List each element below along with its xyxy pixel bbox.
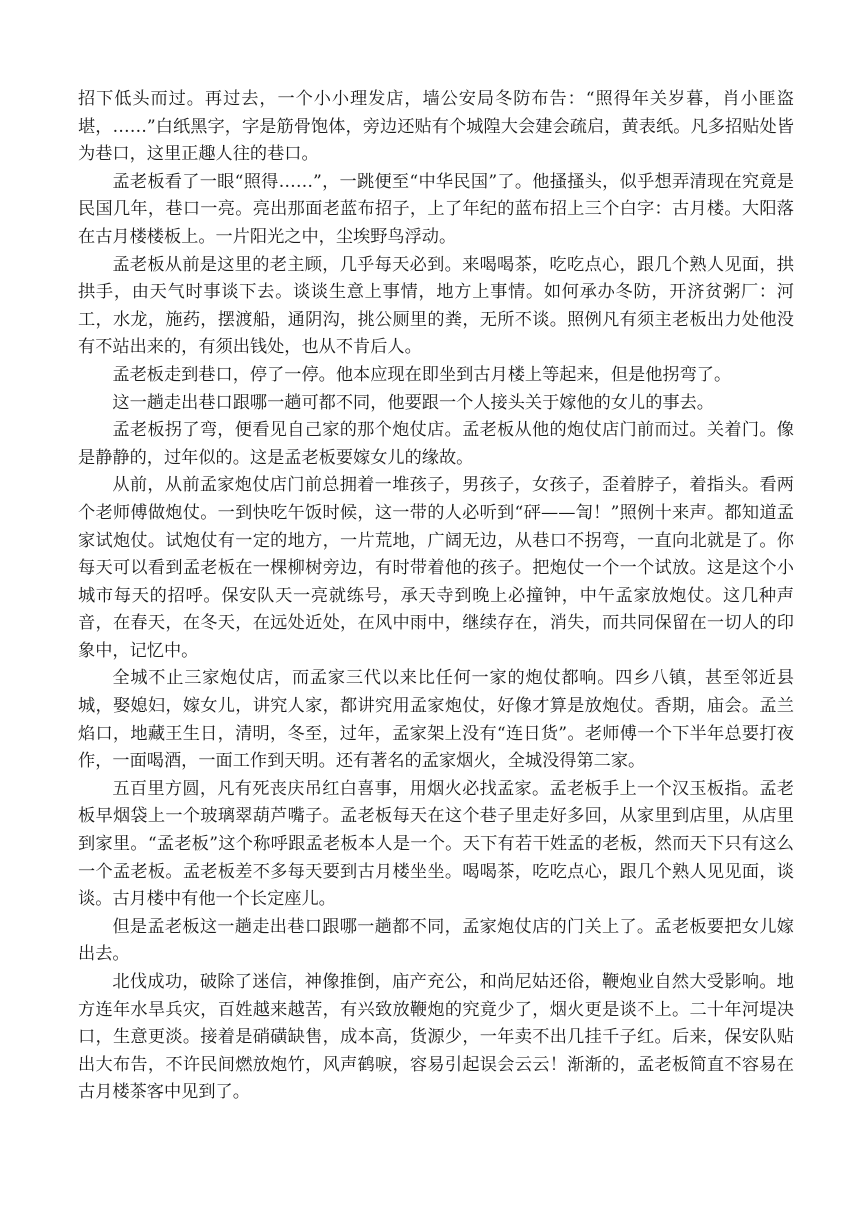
document-body: [78, 86, 794, 1107]
paragraph-1: 招下低头而过。再过去，一个小小理发店，墙公安局冬防布告：“照得年关岁暮，肖小匪盗堪，……”白纸黑字，字是筋骨饱体，旁边还贴有个城隍大会建会疏启，黄表纸。凡多招贴处皆为巷口，这里正趣人往的巷口。: [78, 89, 794, 165]
paragraph-8: 全城不止三家炮仗店，而孟家三代以来比任何一家的炮仗都响。四乡八镇，甚至邻近县城，娶媳妇，嫁女儿，讲究人家，都讲究用孟家炮仗，好像才算是放炮仗。香期，庙会。孟兰焰口，地藏王生日，清明，冬至，过年，孟家架上没有“连日货”。老师傅一个下半年总要打夜作，一面喝酒，一面工作到天明。还有著名的孟家烟火，全城没得第二家。: [78, 668, 794, 772]
paragraph-2: 孟老板看了一眼“照得……”，一跳便至“中华民国”了。他搔搔头，似乎想弄清现在究竟是民国几年，巷口一亮。亮出那面老蓝布招子，上了年纪的蓝布招上三个白字：古月楼。大阳落在古月楼楼板上。一片阳光之中，尘埃野鸟浮动。: [78, 171, 794, 247]
paragraph-5: 这一趟走出巷口跟哪一趟可都不同，他要跟一个人接头关于嫁他的女儿的事去。: [112, 392, 714, 413]
paragraph-9: 五百里方圆，凡有死丧庆吊红白喜事，用烟火必找孟家。孟老板手上一个汉玉板指。孟老板早烟袋上一个玻璃翠葫芦嘴子。孟老板每天在这个巷子里走好多回，从家里到店里，从店里到家里。“孟老板”这个称呼跟孟老板本人是一个。天下有若干姓孟的老板，然而天下只有这么一个孟老板。孟老板差不多每天要到古月楼坐坐。喝喝茶，吃吃点心，跟几个熟人见见面，谈谈。古月楼中有他一个长定座儿。: [78, 778, 794, 910]
paragraph-7: 从前，从前孟家炮仗店门前总拥着一堆孩子，男孩子，女孩子，歪着脖子，着指头。看两个老师傅做炮仗。一到快吃午饭时候，这一带的人必听到“砰——訇！”照例十来声。都知道孟家试炮仗。试炮仗有一定的地方，一片荒地，广阔无边，从巷口不拐弯，一直向北就是了。你每天可以看到孟老板在一棵柳树旁边，有时带着他的孩子。把炮仗一个一个试放。这是这个小城市每天的招呼。保安队天一亮就练号，承天寺到晚上必撞钟，中午孟家放炮仗。这几种声音，在春天，在冬天，在远处近处，在风中雨中，继续存在，消失，而共同保留在一切人的印象中，记忆中。: [78, 475, 794, 661]
paragraph-10: 但是孟老板这一趟走出巷口跟哪一趟都不同，孟家炮仗店的门关上了。孟老板要把女儿嫁出去。: [78, 916, 794, 965]
paragraph-3: 孟老板从前是这里的老主顾，几乎每天必到。来喝喝茶，吃吃点心，跟几个熟人见面，拱拱手，由天气时事谈下去。谈谈生意上事情，地方上事情。如何承办冬防，开济贫粥厂：河工，水龙，施药，摆渡船，通阴沟，挑公厕里的粪，无所不谈。照例凡有须主老板出力处他没有不站出来的，有须出钱处，也从不肯后人。: [78, 254, 794, 358]
paragraph-4: 孟老板走到巷口，停了一停。他本应现在即坐到古月楼上等起来，但是他拐弯了。: [112, 364, 732, 385]
paragraph-6: 孟老板拐了弯，便看见自己家的那个炮仗店。孟老板从他的炮仗店门前而过。关着门。像是静静的，过年似的。这是孟老板要嫁女儿的缘故。: [78, 420, 794, 468]
paragraph-11: 北伐成功，破除了迷信，神像推倒，庙产充公，和尚尼姑还俗，鞭炮业自然大受影响。地方连年水旱兵灾，百姓越来越苦，有兴致放鞭炮的究竟少了，烟火更是谈不上。二十年河堤决口，生意更淡。接着是硝磺缺售，成本高，货源少，一年卖不出几挂千子红。后来，保安队贴出大布告，不许民间燃放炮竹，风声鹤唳，容易引起误会云云！渐渐的，孟老板简直不容易在古月楼茶客中见到了。: [78, 972, 794, 1103]
